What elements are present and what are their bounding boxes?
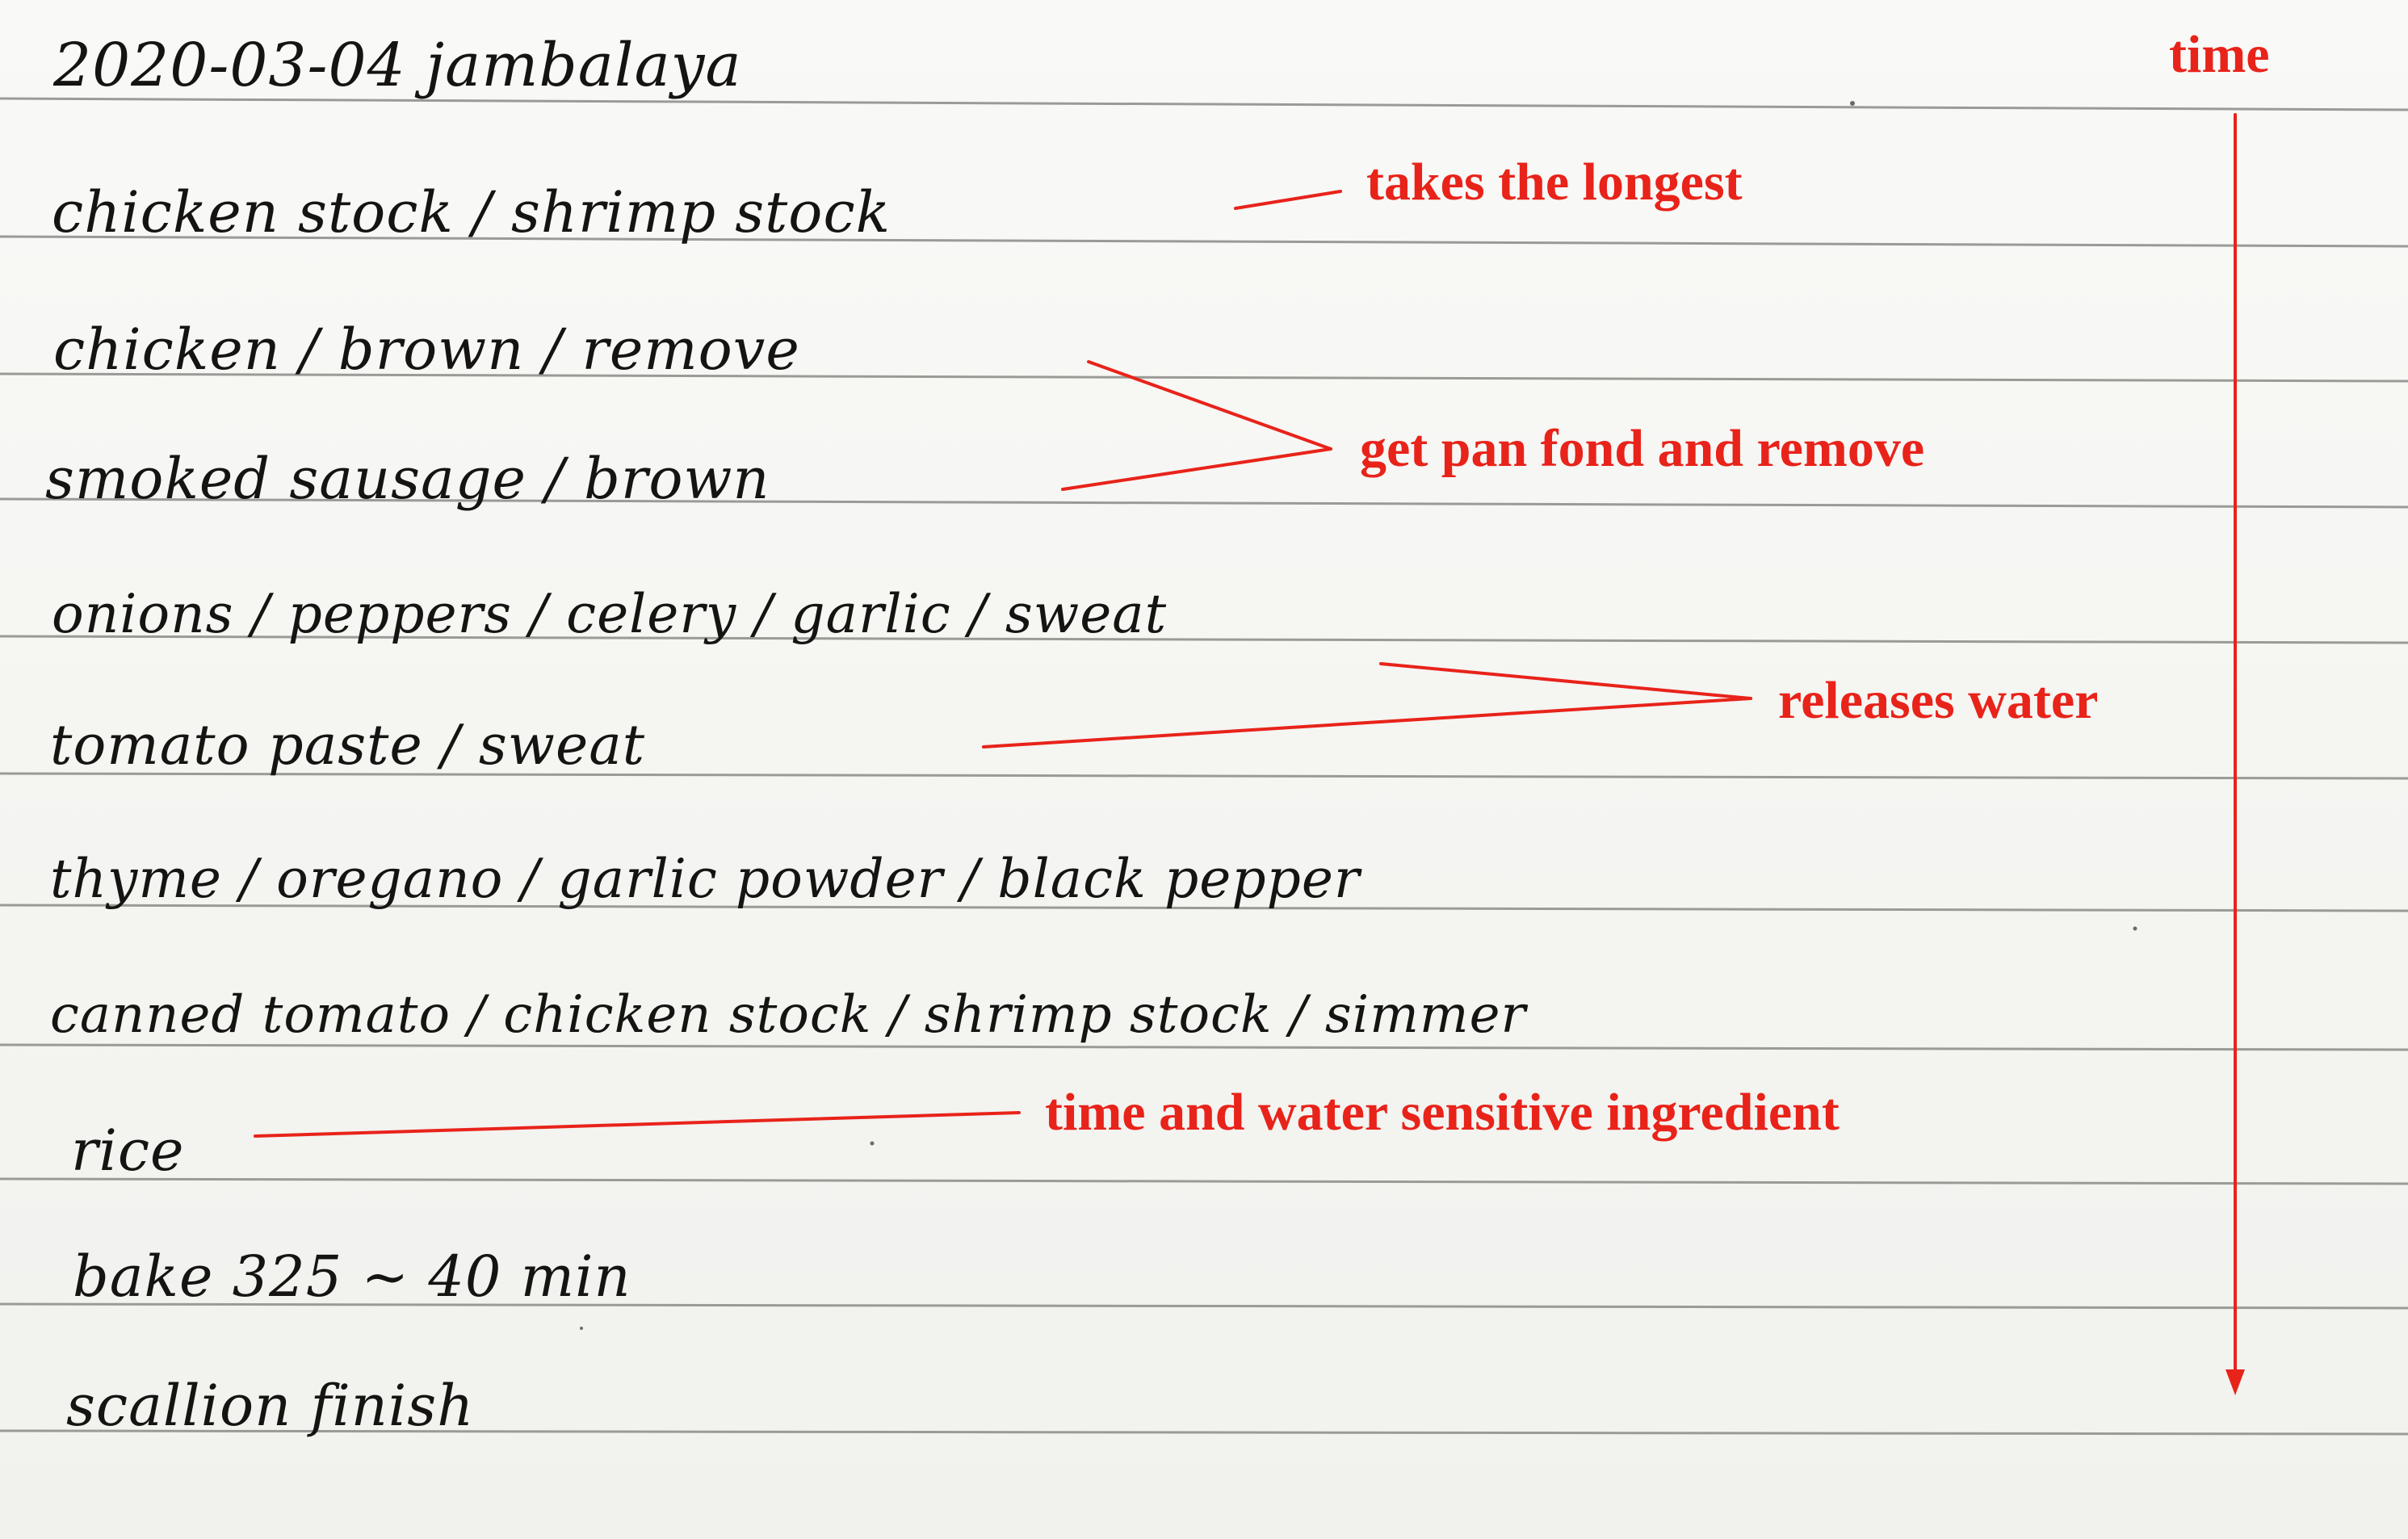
connector-water-lower	[984, 698, 1751, 747]
connector-sensitive	[255, 1113, 1019, 1136]
rule-line	[0, 99, 2408, 110]
recipe-step-8: rice	[71, 1118, 185, 1184]
recipe-step-4: onions / peppers / celery / garlic / sweat	[52, 583, 1168, 645]
recipe-title: 2020-03-04 jambalaya	[53, 31, 742, 100]
ink-speck	[580, 1327, 583, 1330]
annotation-time-water-sensitive: time and water sensitive ingredient	[1045, 1083, 1840, 1142]
recipe-step-10: scallion finish	[66, 1373, 475, 1439]
ink-speck	[2133, 927, 2137, 931]
ink-speck	[1850, 101, 1855, 106]
connector-takes-longest	[1235, 191, 1340, 208]
recipe-step-2: chicken / brown / remove	[53, 317, 800, 383]
connector-fond-upper	[1089, 362, 1331, 449]
rule-line	[0, 1179, 2408, 1184]
ink-speck	[870, 1142, 875, 1146]
annotation-time: time	[2169, 25, 2270, 84]
recipe-step-1: chicken stock / shrimp stock	[52, 179, 891, 245]
recipe-step-6: thyme / oregano / garlic powder / black pepper	[50, 848, 1361, 910]
recipe-step-9: bake 325 ~ 40 min	[73, 1243, 631, 1310]
recipe-step-5: tomato paste / sweat	[50, 714, 646, 778]
annotation-takes-longest: takes the longest	[1366, 153, 1743, 212]
connector-fond-lower	[1063, 449, 1331, 489]
recipe-step-3: smoked sausage / brown	[45, 446, 770, 512]
annotation-releases-water: releases water	[1778, 671, 2099, 730]
rule-line	[0, 1045, 2408, 1050]
recipe-step-7: canned tomato / chicken stock / shrimp stock / simmer	[50, 985, 1527, 1045]
annotation-pan-fond: get pan fond and remove	[1360, 419, 1925, 478]
time-arrow-head	[2226, 1369, 2245, 1395]
connector-water-upper	[1381, 664, 1751, 698]
